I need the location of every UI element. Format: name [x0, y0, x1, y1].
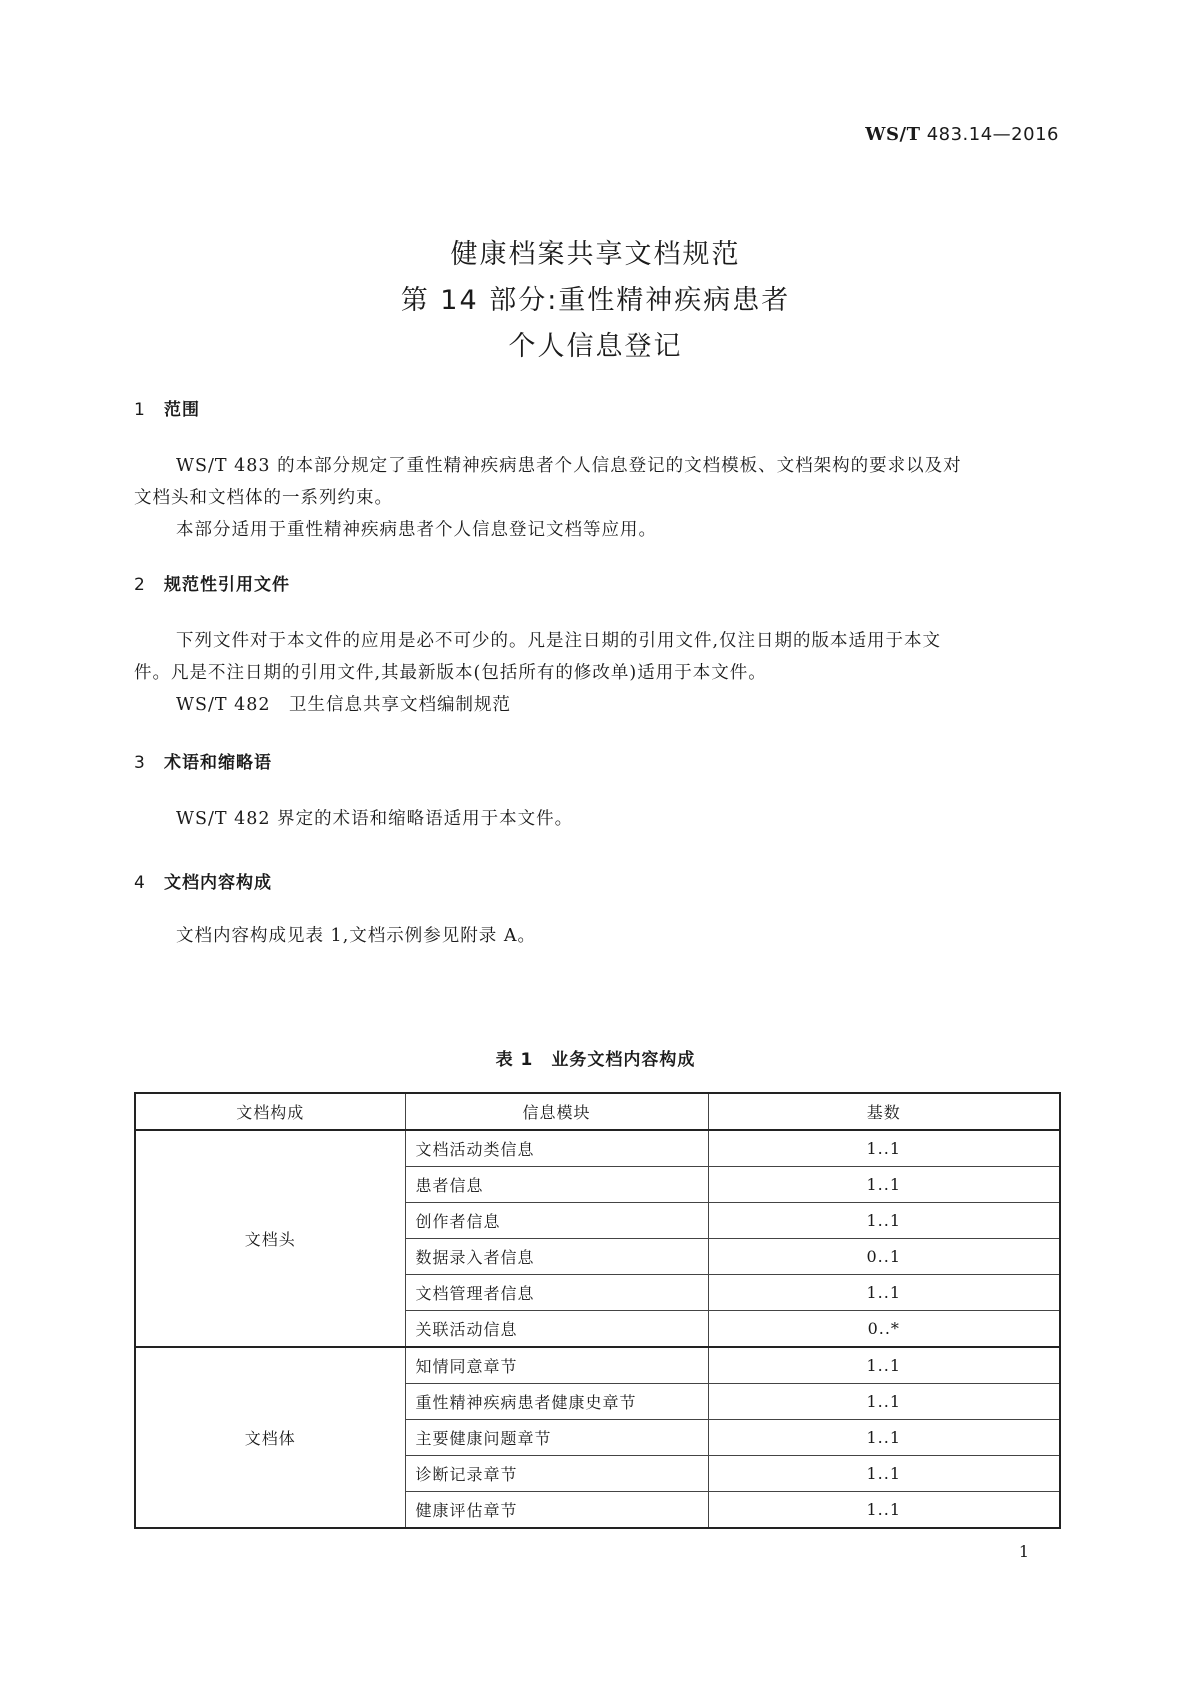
section-number: 3 — [134, 753, 146, 773]
module-cell: 数据录入者信息 — [405, 1239, 708, 1275]
cardinality-cell: 1..1 — [708, 1203, 1060, 1239]
paragraph-line: 文档内容构成见表 1,文档示例参见附录 A。 — [176, 926, 536, 946]
section-4-heading — [134, 868, 272, 893]
column-header: 信息模块 — [405, 1093, 708, 1130]
cardinality-cell: 1..1 — [708, 1492, 1060, 1529]
section-3-body — [134, 803, 1060, 835]
section-title: 范围 — [164, 400, 200, 420]
paragraph-line: 件。凡是不注日期的引用文件,其最新版本(包括所有的修改单)适用于本文件。 — [134, 663, 767, 683]
module-cell: 文档管理者信息 — [405, 1275, 708, 1311]
cardinality-cell: 1..1 — [708, 1456, 1060, 1492]
section-3-heading — [134, 748, 272, 773]
paragraph-line: WS/T 483 的本部分规定了重性精神疾病患者个人信息登记的文档模板、文档架构的要求以及对 — [176, 456, 962, 476]
section-title: 规范性引用文件 — [164, 575, 290, 595]
section-2-body — [134, 625, 1060, 721]
column-header: 基数 — [708, 1093, 1060, 1130]
cardinality-cell: 1..1 — [708, 1275, 1060, 1311]
module-cell: 文档活动类信息 — [405, 1130, 708, 1167]
section-number: 4 — [134, 873, 146, 893]
paragraph-line: 下列文件对于本文件的应用是必不可少的。凡是注日期的引用文件,仅注日期的版本适用于本文 — [176, 631, 942, 651]
cardinality-cell: 0..* — [708, 1311, 1060, 1348]
module-cell: 关联活动信息 — [405, 1311, 708, 1348]
section-title: 术语和缩略语 — [164, 753, 272, 773]
table-row — [135, 1130, 1060, 1167]
module-cell: 创作者信息 — [405, 1203, 708, 1239]
module-cell: 患者信息 — [405, 1167, 708, 1203]
title-line-1: 健康档案共享文档规范 — [450, 239, 741, 270]
module-cell: 知情同意章节 — [405, 1347, 708, 1384]
standard-code — [865, 124, 1059, 145]
title-line-3: 个人信息登记 — [508, 331, 683, 362]
section-number: 1 — [134, 400, 146, 420]
cardinality-cell: 1..1 — [708, 1167, 1060, 1203]
paragraph-line: 本部分适用于重性精神疾病患者个人信息登记文档等应用。 — [176, 520, 657, 540]
document-title — [0, 232, 1191, 370]
cardinality-cell: 1..1 — [708, 1347, 1060, 1384]
section-1-heading — [134, 395, 200, 420]
column-header: 文档构成 — [135, 1093, 405, 1130]
cardinality-cell: 1..1 — [708, 1384, 1060, 1420]
standard-number: 483.14—2016 — [926, 124, 1059, 145]
module-cell: 诊断记录章节 — [405, 1456, 708, 1492]
section-1-body — [134, 450, 1060, 546]
paragraph-line: WS/T 482 界定的术语和缩略语适用于本文件。 — [176, 809, 574, 829]
section-title: 文档内容构成 — [164, 873, 272, 893]
standard-prefix: WS/T — [865, 124, 921, 145]
module-cell: 健康评估章节 — [405, 1492, 708, 1529]
module-cell: 主要健康问题章节 — [405, 1420, 708, 1456]
section-2-heading — [134, 570, 290, 595]
cardinality-cell: 0..1 — [708, 1239, 1060, 1275]
table-header-row — [135, 1093, 1060, 1130]
section-number: 2 — [134, 575, 146, 595]
group-cell-document-body: 文档体 — [135, 1347, 405, 1528]
page-number: 1 — [1018, 1542, 1029, 1561]
title-line-2: 第 14 部分:重性精神疾病患者 — [400, 285, 791, 316]
table-caption: 表 1 业务文档内容构成 — [495, 1050, 696, 1070]
group-cell-document-header: 文档头 — [135, 1130, 405, 1347]
cardinality-cell: 1..1 — [708, 1130, 1060, 1167]
module-cell: 重性精神疾病患者健康史章节 — [405, 1384, 708, 1420]
reference-item: WS/T 482 卫生信息共享文档编制规范 — [176, 695, 512, 715]
section-4-body — [134, 920, 1060, 952]
cardinality-cell: 1..1 — [708, 1420, 1060, 1456]
content-table — [134, 1092, 1061, 1529]
table-row — [135, 1347, 1060, 1384]
paragraph-line: 文档头和文档体的一系列约束。 — [134, 488, 393, 508]
